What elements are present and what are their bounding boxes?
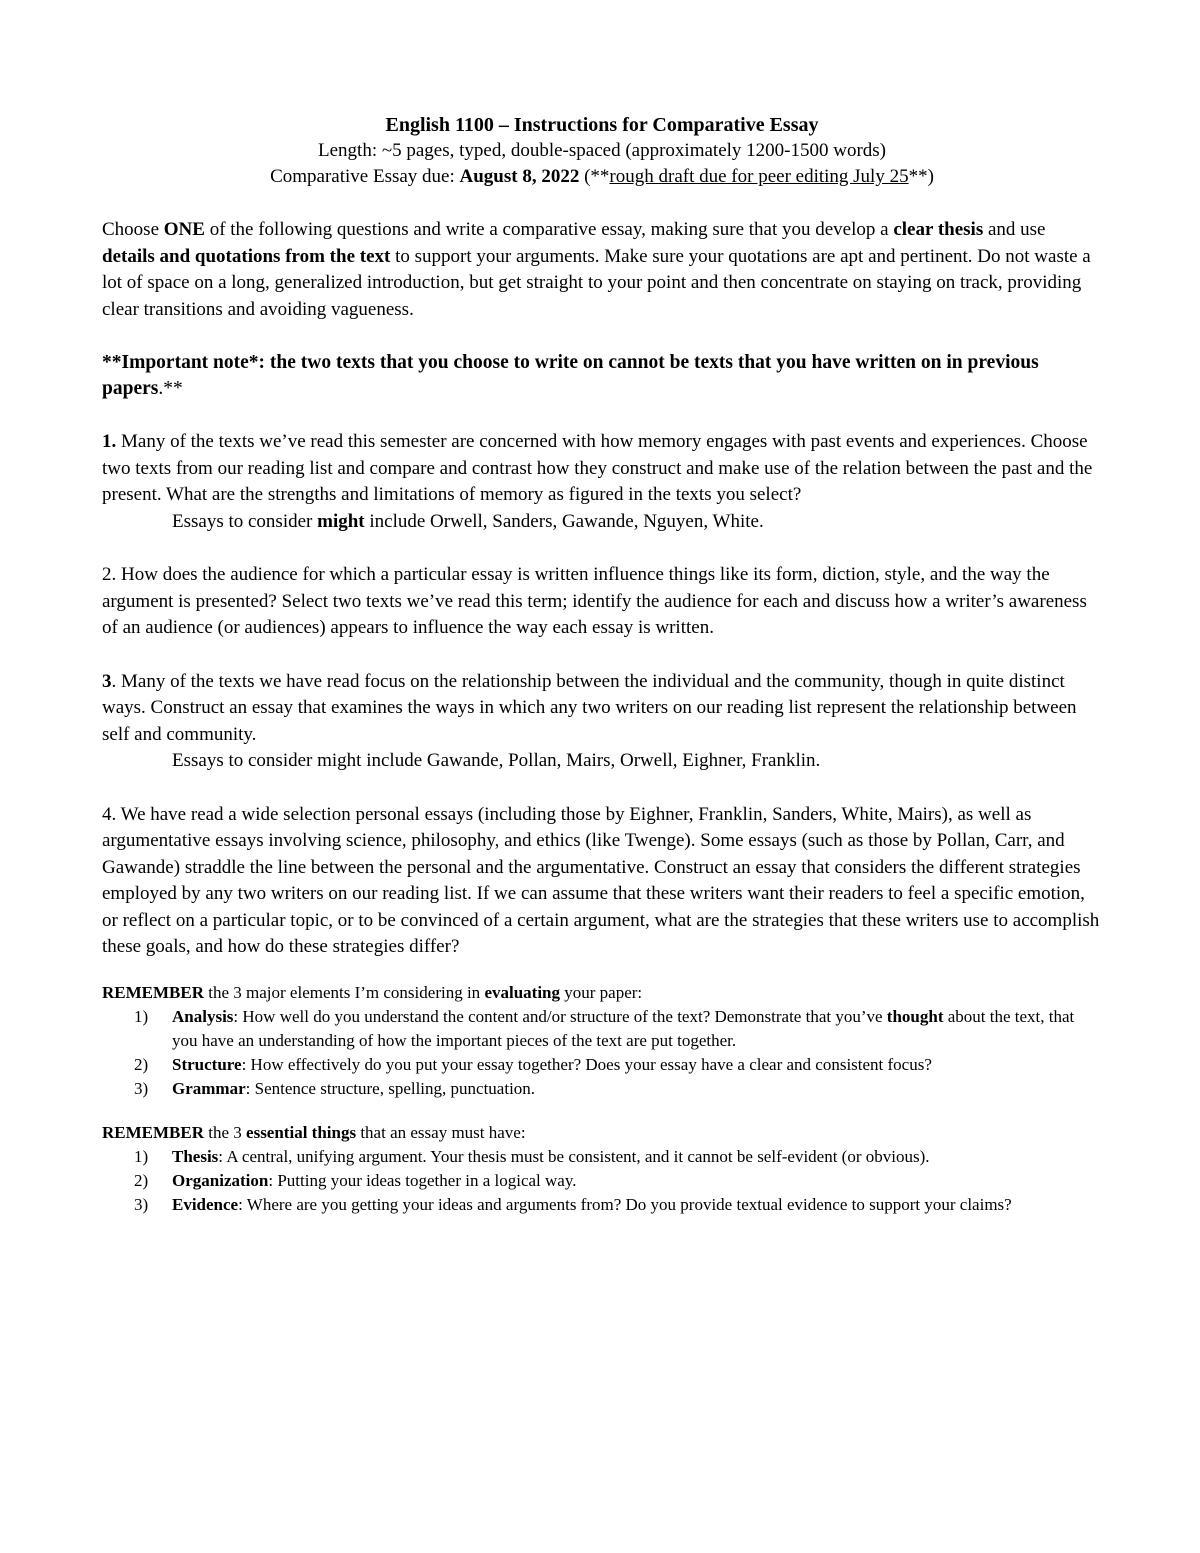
rough-draft-note: rough draft due for peer editing July 25 [609, 166, 909, 187]
consider-bold: might [317, 510, 365, 532]
remember-essentials-heading [102, 1121, 1102, 1145]
criterion-text: : How well do you understand the content and/or structure of the text? Demonstrate that you’ve [233, 1006, 887, 1026]
question-3-consider: Essays to consider might include Gawande, Pollan, Mairs, Orwell, Eighner, Franklin. [172, 750, 821, 771]
question-text: Many of the texts we’ve read this semester are concerned with how memory engages with past events and experiences. Choose two texts from our reading list and compare and contrast how they construct and make use of the relation between the past and the present. What are the strengths and limitations of memory as figured in the texts you select? [102, 431, 1093, 505]
due-open: (** [579, 166, 610, 187]
question-1-consider [102, 509, 1102, 536]
list-item [102, 1193, 1102, 1217]
criterion-text: : Sentence structure, spelling, punctuation. [245, 1078, 536, 1098]
list-item [102, 1005, 1102, 1053]
remember-evaluation-heading [102, 981, 1102, 1005]
list-number: 2) [134, 1170, 149, 1190]
intro-text-1: Choose [102, 219, 164, 240]
document-title: English 1100 – Instructions for Comparative Essay [385, 114, 819, 136]
criterion-text: : Where are you getting your ideas and arguments from? Do you provide textual evidence to support your claims? [238, 1194, 1012, 1214]
intro-paragraph [102, 217, 1102, 323]
criterion-text: : Putting your ideas together in a logical way. [268, 1170, 577, 1190]
remember-bold-2: essential things [246, 1122, 357, 1142]
question-text: . Many of the texts we have read focus on the relationship between the individual and the community, though in quite distinct ways. Construct an essay that examines the ways in which any two writers on our reading list represent the relationship between self and community. [102, 670, 1077, 745]
list-number: 3) [134, 1078, 149, 1098]
question-1 [102, 429, 1102, 509]
question-text: . How does the audience for which a particular essay is written influence things like its form, diction, style, and the way the argument is presented? Select two texts we’ve read this term; identify the audience for each and discuss how a writer’s awareness of an audience (or audiences) appears to influence the way each essay is written. [102, 564, 1087, 638]
list-number: 2) [134, 1054, 149, 1074]
important-note-bold: **Important note*: the two texts that you choose to write on cannot be texts that you have written on in previous papers [102, 352, 1039, 399]
list-number: 1) [134, 1006, 149, 1026]
remember-label: REMEMBER [102, 982, 204, 1002]
document-page [102, 112, 1102, 1217]
intro-text-4: to support your arguments. Make sure your quotations are apt and pertinent. Do not waste a lot of space on a long, generalized introduction, but get straight to your point and then concentrate on staying on track, providing clear transitions and avoiding vagueness. [102, 245, 1091, 320]
remember-text-1: the 3 major elements I’m considering in [204, 982, 485, 1002]
intro-text-2: of the following questions and write a comparative essay, making sure that you develop a [204, 219, 894, 240]
criterion-text-cont: about the text, that you have an understanding of how the important pieces of the text are put together. [172, 1006, 1075, 1050]
question-4 [102, 802, 1102, 961]
essential-things-list [102, 1145, 1102, 1217]
criterion-label: Analysis [172, 1006, 234, 1026]
criterion-text: : How effectively do you put your essay together? Does your essay have a clear and consistent focus? [241, 1054, 932, 1074]
remember-bold-2: evaluating [484, 982, 560, 1002]
length-requirement: Length: ~5 pages, typed, double-spaced (approximately 1200-1500 words) [318, 140, 886, 161]
due-date: August 8, 2022 [459, 166, 580, 187]
question-number: 1. [102, 431, 117, 452]
intro-bold-thesis: clear thesis [893, 219, 984, 240]
criterion-label: Thesis [172, 1146, 219, 1166]
intro-bold-one: ONE [163, 219, 205, 240]
criterion-label: Organization [172, 1170, 269, 1190]
criterion-label: Grammar [172, 1078, 246, 1098]
important-note [102, 350, 1102, 402]
question-3 [102, 669, 1102, 749]
question-2 [102, 562, 1102, 642]
due-date-line [102, 164, 1102, 190]
due-prefix: Comparative Essay due: [270, 166, 460, 187]
question-number: 4 [102, 803, 112, 825]
list-item [102, 1077, 1102, 1101]
criterion-label: Structure [172, 1054, 242, 1074]
evaluation-criteria-list [102, 1005, 1102, 1101]
list-number: 3) [134, 1194, 149, 1214]
list-item [102, 1145, 1102, 1169]
important-note-tail: .** [158, 378, 183, 399]
question-text: . We have read a wide selection personal essays (including those by Eighner, Franklin, Sanders, White, Mairs), as well as argumentative essays involving science, philosophy, and ethics (like Twenge). Some essays (such as those by Pollan, Carr, and Gawande) straddle the line between the personal and the argumentative. Construct an essay that considers the different strategies employed by any two writers on our reading list. If we can assume that these writers want their readers to feel a specific emotion, or reflect on a particular topic, or to be convinced of a certain argument, what are the strategies that these writers use to accomplish these goals, and how do these strategies differ? [102, 803, 1100, 957]
criterion-bold: thought [886, 1006, 944, 1026]
question-number: 3 [102, 670, 112, 692]
remember-text-2: that an essay must have: [356, 1122, 526, 1142]
list-item [102, 1053, 1102, 1077]
intro-bold-details: details and quotations from the text [102, 245, 391, 267]
list-number: 1) [134, 1146, 149, 1166]
remember-text-2: your paper: [560, 982, 643, 1002]
consider-text: Essays to consider [172, 510, 318, 532]
remember-text-1: the 3 [204, 1122, 247, 1142]
remember-label: REMEMBER [102, 1122, 204, 1142]
criterion-label: Evidence [172, 1194, 239, 1214]
criterion-text: : A central, unifying argument. Your thesis must be consistent, and it cannot be self-evident (or obvious). [218, 1146, 930, 1166]
question-number: 2 [102, 564, 112, 585]
list-item [102, 1169, 1102, 1193]
consider-authors: include Orwell, Sanders, Gawande, Nguyen, White. [364, 510, 764, 532]
intro-text-3: and use [983, 219, 1046, 240]
document-header [102, 112, 1102, 190]
due-close: **) [908, 166, 934, 187]
